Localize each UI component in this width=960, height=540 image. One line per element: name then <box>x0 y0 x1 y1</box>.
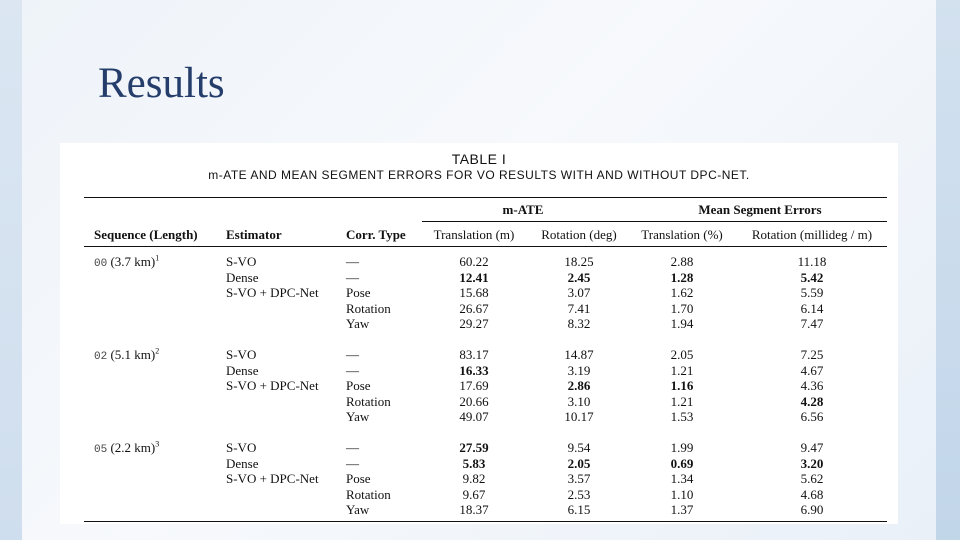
bottom-rule <box>84 521 887 522</box>
value-translation-m: 12.41 <box>459 269 489 285</box>
value-translation-m: 16.33 <box>459 362 489 378</box>
value-rotation-deg: 8.32 <box>567 316 591 331</box>
corr-type-cell: Rotation <box>346 300 391 316</box>
value-translation-pct: 1.70 <box>670 300 694 316</box>
value-rotation-millideg: 6.14 <box>800 300 824 316</box>
corr-type-cell: Pose <box>346 285 371 300</box>
value-rotation-deg: 7.41 <box>567 300 591 316</box>
corr-type-cell: Yaw <box>346 409 370 424</box>
corr-type-cell: Rotation <box>346 393 391 409</box>
col-header-sequence: Sequence (Length) <box>94 227 198 242</box>
top-rule <box>84 197 887 198</box>
value-rotation-millideg: 7.25 <box>800 347 824 362</box>
sequence-footnote: 3 <box>155 439 160 449</box>
table-caption-number: TABLE I <box>451 151 507 167</box>
value-translation-pct: 1.21 <box>670 362 694 378</box>
value-rotation-deg: 3.10 <box>567 393 591 409</box>
col-header-corr-type: Corr. Type <box>346 227 406 242</box>
right-decor-bar <box>936 0 960 540</box>
sequence-footnote: 1 <box>155 253 160 263</box>
table-caption-text: m-ATE AND MEAN SEGMENT ERRORS FOR VO RESULTS WITH AND WITHOUT DPC-NET. <box>208 168 750 182</box>
value-translation-m: 15.68 <box>459 285 489 300</box>
value-translation-m: 5.83 <box>462 455 486 471</box>
value-rotation-deg: 3.19 <box>567 362 591 378</box>
value-rotation-millideg: 3.20 <box>800 455 824 471</box>
sequence-code: 02 <box>94 351 108 363</box>
value-rotation-millideg: 4.67 <box>800 362 824 378</box>
slide-title: Results <box>98 60 225 107</box>
value-rotation-deg: 10.17 <box>564 409 594 424</box>
estimator-cell: S-VO <box>226 347 257 362</box>
value-translation-m: 9.82 <box>462 471 486 486</box>
value-translation-m: 26.67 <box>459 300 489 316</box>
estimator-cell: Dense <box>226 362 259 378</box>
sequence-code: 00 <box>94 258 108 270</box>
value-translation-pct: 2.05 <box>670 347 694 362</box>
sequence-length: (2.2 km) <box>107 440 156 455</box>
corr-type-cell: Pose <box>346 471 371 486</box>
corr-type-cell: — <box>346 455 359 471</box>
col-header-translation-pct: Translation (%) <box>641 227 723 242</box>
corr-type-cell: Pose <box>346 378 371 393</box>
value-rotation-deg: 18.25 <box>564 254 594 269</box>
col-header-rotation-deg: Rotation (deg) <box>541 227 617 242</box>
corr-type-cell: — <box>346 362 359 378</box>
group-header-mse: Mean Segment Errors <box>698 202 822 217</box>
corr-type-cell: Yaw <box>346 316 370 331</box>
sequence-length: (3.7 km) <box>107 254 156 269</box>
header-rule <box>84 246 887 247</box>
corr-type-cell: — <box>346 254 359 269</box>
value-rotation-deg: 14.87 <box>564 347 594 362</box>
corr-type-cell: — <box>346 347 359 362</box>
value-translation-m: 20.66 <box>459 393 489 409</box>
value-rotation-deg: 3.57 <box>567 471 591 486</box>
value-rotation-millideg: 5.42 <box>800 269 824 285</box>
sequence-code: 05 <box>94 444 108 456</box>
value-rotation-deg: 2.45 <box>567 269 591 285</box>
estimator-cell: Dense <box>226 269 259 285</box>
value-rotation-millideg: 5.62 <box>800 471 824 486</box>
value-rotation-deg: 9.54 <box>567 440 591 455</box>
value-translation-m: 83.17 <box>459 347 489 362</box>
left-decor-bar <box>0 0 22 540</box>
estimator-cell: S-VO + DPC-Net <box>226 285 319 300</box>
value-translation-m: 27.59 <box>459 440 489 455</box>
sequence-label <box>94 441 159 457</box>
estimator-cell: S-VO <box>226 254 257 269</box>
estimator-cell: S-VO + DPC-Net <box>226 471 319 486</box>
corr-type-cell: — <box>346 269 359 285</box>
sequence-footnote: 2 <box>155 346 160 356</box>
value-translation-m: 49.07 <box>459 409 489 424</box>
value-translation-pct: 1.21 <box>670 393 694 409</box>
value-translation-m: 9.67 <box>462 486 486 502</box>
corr-type-cell: Yaw <box>346 502 370 517</box>
group-header-mate: m-ATE <box>502 202 544 217</box>
value-rotation-deg: 6.15 <box>567 502 591 517</box>
value-translation-m: 29.27 <box>459 316 489 331</box>
value-rotation-millideg: 4.28 <box>800 393 824 409</box>
sequence-label <box>94 348 159 364</box>
value-translation-pct: 1.62 <box>670 285 694 300</box>
sequence-label <box>94 255 159 271</box>
value-translation-pct: 1.16 <box>670 378 694 393</box>
results-table-figure <box>60 143 898 524</box>
value-translation-pct: 2.88 <box>670 254 694 269</box>
sequence-length: (5.1 km) <box>107 347 156 362</box>
corr-type-cell: — <box>346 440 359 455</box>
col-header-estimator: Estimator <box>226 227 282 242</box>
col-header-translation-m: Translation (m) <box>433 227 515 242</box>
value-rotation-millideg: 6.90 <box>800 502 824 517</box>
value-rotation-millideg: 6.56 <box>800 409 824 424</box>
value-rotation-millideg: 5.59 <box>800 285 824 300</box>
value-rotation-deg: 3.07 <box>567 285 591 300</box>
value-rotation-deg: 2.53 <box>567 486 591 502</box>
value-rotation-millideg: 7.47 <box>800 316 824 331</box>
value-rotation-millideg: 9.47 <box>800 440 824 455</box>
value-translation-pct: 1.37 <box>670 502 694 517</box>
value-translation-m: 17.69 <box>459 378 489 393</box>
value-translation-pct: 1.99 <box>670 440 694 455</box>
value-rotation-millideg: 11.18 <box>797 254 827 269</box>
estimator-cell: Dense <box>226 455 259 471</box>
value-rotation-deg: 2.86 <box>567 378 591 393</box>
col-header-rotation-millideg: Rotation (millideg / m) <box>751 227 873 242</box>
value-rotation-millideg: 4.36 <box>800 378 824 393</box>
value-translation-pct: 1.28 <box>670 269 694 285</box>
value-rotation-millideg: 4.68 <box>800 486 824 502</box>
value-translation-pct: 1.10 <box>670 486 694 502</box>
estimator-cell: S-VO + DPC-Net <box>226 378 319 393</box>
value-translation-m: 18.37 <box>459 502 489 517</box>
group-rule <box>422 221 887 222</box>
value-translation-pct: 0.69 <box>670 455 694 471</box>
value-translation-pct: 1.34 <box>670 471 694 486</box>
value-translation-pct: 1.94 <box>670 316 694 331</box>
value-rotation-deg: 2.05 <box>567 455 591 471</box>
value-translation-m: 60.22 <box>459 254 489 269</box>
corr-type-cell: Rotation <box>346 486 391 502</box>
estimator-cell: S-VO <box>226 440 257 455</box>
value-translation-pct: 1.53 <box>670 409 694 424</box>
